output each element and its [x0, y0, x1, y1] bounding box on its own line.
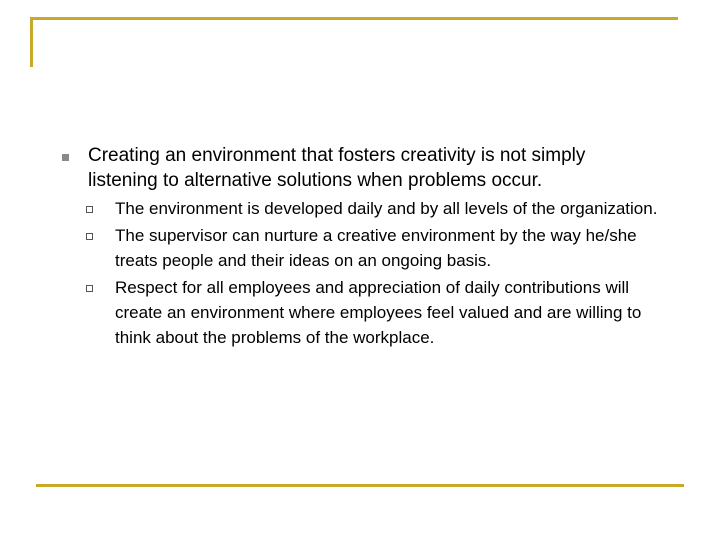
- sub-bullet-text: The supervisor can nurture a creative environment by the way he/she treats people and their ideas on an ongoing basis.: [115, 226, 637, 270]
- hollow-square-bullet-icon: [86, 285, 93, 292]
- sub-bullet-text: Respect for all employees and appreciation of daily contributions will create an environment where employees feel valued and are willing to think about the problems of the workplace.: [115, 278, 642, 347]
- sub-bullet-text: The environment is developed daily and by all levels of the organization.: [115, 199, 658, 218]
- left-accent-rule: [30, 17, 33, 67]
- sub-bullet-item: [0, 275, 670, 350]
- top-accent-rule: [30, 17, 678, 20]
- sub-bullet-item: [0, 223, 670, 273]
- main-bullet-item: [0, 143, 648, 193]
- hollow-square-bullet-icon: [86, 233, 93, 240]
- square-bullet-icon: [62, 154, 69, 161]
- hollow-square-bullet-icon: [86, 206, 93, 213]
- slide-body: [0, 143, 720, 350]
- sub-bullet-item: [0, 196, 670, 221]
- main-bullet-text: Creating an environment that fosters creativity is not simply listening to alternative solutions when problems occur.: [88, 145, 586, 191]
- bottom-accent-rule: [36, 484, 684, 487]
